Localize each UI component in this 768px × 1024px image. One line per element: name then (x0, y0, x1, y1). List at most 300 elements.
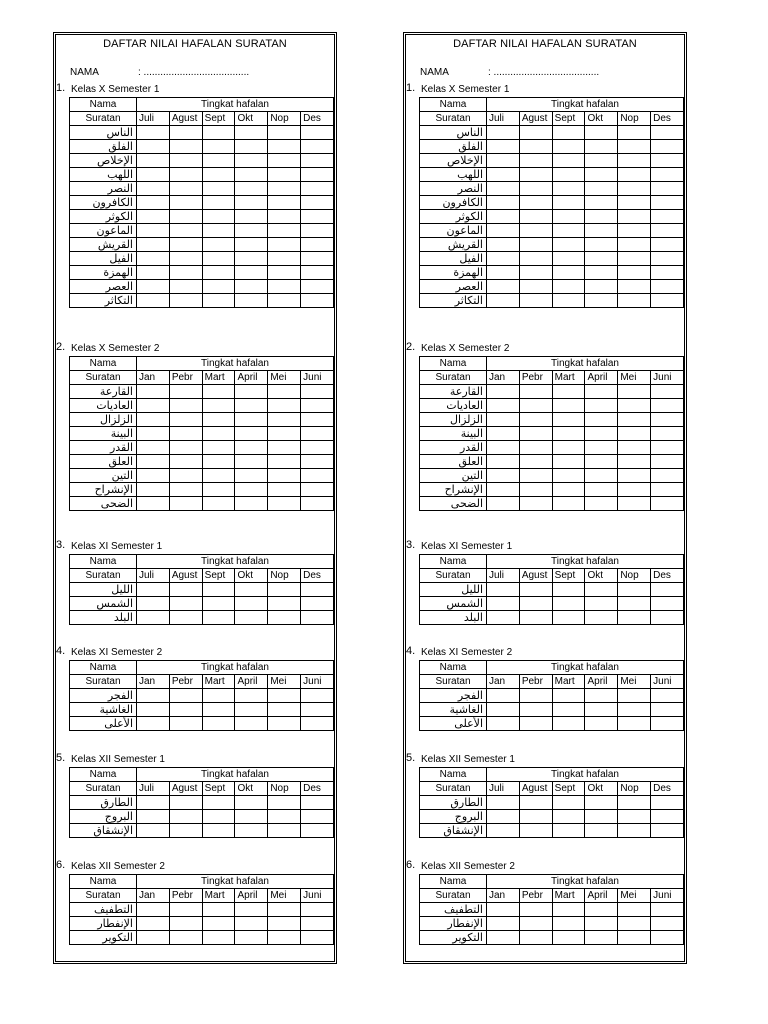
score-cell[interactable] (169, 294, 202, 308)
score-cell[interactable] (651, 126, 684, 140)
score-cell[interactable] (585, 413, 618, 427)
score-cell[interactable] (235, 168, 268, 182)
score-cell[interactable] (519, 294, 552, 308)
score-cell[interactable] (487, 196, 520, 210)
score-cell[interactable] (552, 483, 585, 497)
score-cell[interactable] (235, 455, 268, 469)
score-cell[interactable] (618, 717, 651, 731)
score-cell[interactable] (268, 182, 301, 196)
score-cell[interactable] (137, 238, 170, 252)
score-cell[interactable] (137, 140, 170, 154)
score-cell[interactable] (169, 168, 202, 182)
score-cell[interactable] (169, 210, 202, 224)
score-cell[interactable] (651, 824, 684, 838)
score-cell[interactable] (487, 597, 520, 611)
score-cell[interactable] (519, 689, 552, 703)
score-cell[interactable] (235, 385, 268, 399)
score-cell[interactable] (202, 294, 235, 308)
score-cell[interactable] (585, 497, 618, 511)
score-cell[interactable] (235, 126, 268, 140)
score-cell[interactable] (585, 224, 618, 238)
score-cell[interactable] (202, 483, 235, 497)
score-cell[interactable] (552, 611, 585, 625)
score-cell[interactable] (487, 427, 520, 441)
score-cell[interactable] (487, 796, 520, 810)
score-cell[interactable] (268, 917, 301, 931)
score-cell[interactable] (585, 280, 618, 294)
score-cell[interactable] (487, 294, 520, 308)
score-cell[interactable] (487, 140, 520, 154)
score-cell[interactable] (268, 210, 301, 224)
score-cell[interactable] (552, 238, 585, 252)
score-cell[interactable] (202, 126, 235, 140)
score-cell[interactable] (585, 824, 618, 838)
score-cell[interactable] (137, 427, 170, 441)
score-cell[interactable] (235, 483, 268, 497)
score-cell[interactable] (487, 126, 520, 140)
score-cell[interactable] (519, 413, 552, 427)
score-cell[interactable] (552, 294, 585, 308)
score-cell[interactable] (301, 597, 334, 611)
score-cell[interactable] (301, 210, 334, 224)
score-cell[interactable] (585, 385, 618, 399)
score-cell[interactable] (235, 497, 268, 511)
score-cell[interactable] (519, 385, 552, 399)
score-cell[interactable] (202, 717, 235, 731)
score-cell[interactable] (585, 455, 618, 469)
score-cell[interactable] (585, 210, 618, 224)
score-cell[interactable] (651, 140, 684, 154)
score-cell[interactable] (552, 703, 585, 717)
score-cell[interactable] (202, 252, 235, 266)
score-cell[interactable] (651, 611, 684, 625)
score-cell[interactable] (137, 168, 170, 182)
score-cell[interactable] (169, 796, 202, 810)
score-cell[interactable] (268, 497, 301, 511)
score-cell[interactable] (202, 497, 235, 511)
score-cell[interactable] (169, 810, 202, 824)
score-cell[interactable] (651, 441, 684, 455)
score-cell[interactable] (585, 611, 618, 625)
score-cell[interactable] (552, 168, 585, 182)
score-cell[interactable] (487, 266, 520, 280)
score-cell[interactable] (651, 931, 684, 945)
score-cell[interactable] (137, 441, 170, 455)
score-cell[interactable] (651, 427, 684, 441)
score-cell[interactable] (202, 168, 235, 182)
score-cell[interactable] (618, 824, 651, 838)
score-cell[interactable] (301, 689, 334, 703)
score-cell[interactable] (487, 210, 520, 224)
score-cell[interactable] (585, 483, 618, 497)
score-cell[interactable] (552, 824, 585, 838)
score-cell[interactable] (618, 810, 651, 824)
score-cell[interactable] (235, 469, 268, 483)
score-cell[interactable] (202, 469, 235, 483)
score-cell[interactable] (301, 441, 334, 455)
score-cell[interactable] (202, 238, 235, 252)
score-cell[interactable] (552, 917, 585, 931)
score-cell[interactable] (552, 583, 585, 597)
score-cell[interactable] (169, 469, 202, 483)
score-cell[interactable] (519, 931, 552, 945)
score-cell[interactable] (202, 182, 235, 196)
score-cell[interactable] (585, 266, 618, 280)
score-cell[interactable] (487, 611, 520, 625)
score-cell[interactable] (202, 140, 235, 154)
score-cell[interactable] (137, 903, 170, 917)
score-cell[interactable] (301, 917, 334, 931)
score-cell[interactable] (487, 224, 520, 238)
score-cell[interactable] (235, 917, 268, 931)
score-cell[interactable] (169, 583, 202, 597)
score-cell[interactable] (202, 280, 235, 294)
score-cell[interactable] (552, 796, 585, 810)
score-cell[interactable] (585, 903, 618, 917)
score-cell[interactable] (585, 703, 618, 717)
score-cell[interactable] (552, 931, 585, 945)
score-cell[interactable] (169, 280, 202, 294)
score-cell[interactable] (651, 497, 684, 511)
score-cell[interactable] (235, 280, 268, 294)
score-cell[interactable] (552, 441, 585, 455)
score-cell[interactable] (585, 796, 618, 810)
score-cell[interactable] (268, 168, 301, 182)
score-cell[interactable] (137, 126, 170, 140)
score-cell[interactable] (268, 469, 301, 483)
score-cell[interactable] (235, 224, 268, 238)
score-cell[interactable] (618, 280, 651, 294)
score-cell[interactable] (487, 399, 520, 413)
score-cell[interactable] (651, 385, 684, 399)
score-cell[interactable] (301, 294, 334, 308)
score-cell[interactable] (552, 399, 585, 413)
score-cell[interactable] (618, 399, 651, 413)
score-cell[interactable] (202, 427, 235, 441)
score-cell[interactable] (519, 252, 552, 266)
score-cell[interactable] (618, 168, 651, 182)
score-cell[interactable] (301, 903, 334, 917)
score-cell[interactable] (519, 427, 552, 441)
score-cell[interactable] (169, 483, 202, 497)
score-cell[interactable] (552, 903, 585, 917)
score-cell[interactable] (137, 689, 170, 703)
score-cell[interactable] (519, 810, 552, 824)
score-cell[interactable] (519, 917, 552, 931)
score-cell[interactable] (487, 252, 520, 266)
score-cell[interactable] (268, 597, 301, 611)
score-cell[interactable] (552, 427, 585, 441)
score-cell[interactable] (618, 597, 651, 611)
score-cell[interactable] (301, 717, 334, 731)
score-cell[interactable] (169, 611, 202, 625)
score-cell[interactable] (202, 441, 235, 455)
score-cell[interactable] (268, 154, 301, 168)
score-cell[interactable] (519, 703, 552, 717)
score-cell[interactable] (487, 917, 520, 931)
score-cell[interactable] (235, 196, 268, 210)
score-cell[interactable] (519, 824, 552, 838)
score-cell[interactable] (301, 140, 334, 154)
score-cell[interactable] (235, 182, 268, 196)
score-cell[interactable] (618, 294, 651, 308)
score-cell[interactable] (137, 266, 170, 280)
score-cell[interactable] (552, 252, 585, 266)
score-cell[interactable] (235, 140, 268, 154)
score-cell[interactable] (618, 497, 651, 511)
score-cell[interactable] (585, 717, 618, 731)
score-cell[interactable] (202, 931, 235, 945)
score-cell[interactable] (487, 280, 520, 294)
score-cell[interactable] (552, 126, 585, 140)
score-cell[interactable] (202, 703, 235, 717)
score-cell[interactable] (235, 427, 268, 441)
score-cell[interactable] (552, 224, 585, 238)
score-cell[interactable] (268, 266, 301, 280)
score-cell[interactable] (552, 597, 585, 611)
score-cell[interactable] (552, 689, 585, 703)
score-cell[interactable] (268, 483, 301, 497)
score-cell[interactable] (552, 140, 585, 154)
score-cell[interactable] (552, 810, 585, 824)
score-cell[interactable] (585, 441, 618, 455)
score-cell[interactable] (202, 385, 235, 399)
score-cell[interactable] (487, 238, 520, 252)
score-cell[interactable] (169, 126, 202, 140)
score-cell[interactable] (487, 455, 520, 469)
score-cell[interactable] (202, 224, 235, 238)
score-cell[interactable] (651, 483, 684, 497)
score-cell[interactable] (519, 140, 552, 154)
score-cell[interactable] (169, 497, 202, 511)
score-cell[interactable] (618, 703, 651, 717)
score-cell[interactable] (268, 583, 301, 597)
score-cell[interactable] (268, 399, 301, 413)
score-cell[interactable] (268, 717, 301, 731)
score-cell[interactable] (487, 703, 520, 717)
score-cell[interactable] (137, 469, 170, 483)
score-cell[interactable] (585, 597, 618, 611)
score-cell[interactable] (137, 931, 170, 945)
score-cell[interactable] (202, 583, 235, 597)
score-cell[interactable] (519, 497, 552, 511)
score-cell[interactable] (618, 140, 651, 154)
score-cell[interactable] (202, 597, 235, 611)
score-cell[interactable] (202, 399, 235, 413)
score-cell[interactable] (169, 196, 202, 210)
score-cell[interactable] (235, 413, 268, 427)
score-cell[interactable] (651, 266, 684, 280)
score-cell[interactable] (552, 385, 585, 399)
score-cell[interactable] (487, 154, 520, 168)
score-cell[interactable] (585, 810, 618, 824)
score-cell[interactable] (169, 140, 202, 154)
score-cell[interactable] (169, 252, 202, 266)
score-cell[interactable] (552, 497, 585, 511)
score-cell[interactable] (169, 931, 202, 945)
score-cell[interactable] (552, 196, 585, 210)
score-cell[interactable] (487, 413, 520, 427)
score-cell[interactable] (235, 824, 268, 838)
score-cell[interactable] (487, 385, 520, 399)
score-cell[interactable] (235, 399, 268, 413)
score-cell[interactable] (519, 796, 552, 810)
score-cell[interactable] (301, 497, 334, 511)
score-cell[interactable] (519, 280, 552, 294)
score-cell[interactable] (585, 196, 618, 210)
nama-field[interactable]: : ...................................... (488, 67, 600, 78)
score-cell[interactable] (487, 689, 520, 703)
score-cell[interactable] (169, 703, 202, 717)
score-cell[interactable] (169, 455, 202, 469)
score-cell[interactable] (618, 196, 651, 210)
score-cell[interactable] (169, 182, 202, 196)
score-cell[interactable] (519, 182, 552, 196)
score-cell[interactable] (235, 810, 268, 824)
score-cell[interactable] (268, 931, 301, 945)
score-cell[interactable] (169, 385, 202, 399)
score-cell[interactable] (202, 413, 235, 427)
score-cell[interactable] (235, 294, 268, 308)
score-cell[interactable] (169, 717, 202, 731)
score-cell[interactable] (235, 210, 268, 224)
score-cell[interactable] (585, 238, 618, 252)
score-cell[interactable] (169, 399, 202, 413)
score-cell[interactable] (618, 796, 651, 810)
score-cell[interactable] (137, 483, 170, 497)
score-cell[interactable] (651, 238, 684, 252)
score-cell[interactable] (235, 583, 268, 597)
score-cell[interactable] (137, 796, 170, 810)
score-cell[interactable] (519, 168, 552, 182)
score-cell[interactable] (585, 917, 618, 931)
score-cell[interactable] (268, 385, 301, 399)
score-cell[interactable] (235, 441, 268, 455)
score-cell[interactable] (519, 126, 552, 140)
score-cell[interactable] (519, 154, 552, 168)
score-cell[interactable] (169, 597, 202, 611)
score-cell[interactable] (651, 182, 684, 196)
score-cell[interactable] (169, 266, 202, 280)
score-cell[interactable] (552, 455, 585, 469)
score-cell[interactable] (268, 824, 301, 838)
score-cell[interactable] (618, 385, 651, 399)
score-cell[interactable] (137, 224, 170, 238)
score-cell[interactable] (137, 497, 170, 511)
score-cell[interactable] (137, 196, 170, 210)
score-cell[interactable] (301, 266, 334, 280)
score-cell[interactable] (235, 154, 268, 168)
score-cell[interactable] (618, 689, 651, 703)
score-cell[interactable] (137, 917, 170, 931)
score-cell[interactable] (301, 154, 334, 168)
score-cell[interactable] (651, 903, 684, 917)
score-cell[interactable] (235, 597, 268, 611)
score-cell[interactable] (137, 385, 170, 399)
score-cell[interactable] (137, 294, 170, 308)
score-cell[interactable] (301, 168, 334, 182)
score-cell[interactable] (519, 399, 552, 413)
score-cell[interactable] (585, 140, 618, 154)
score-cell[interactable] (651, 689, 684, 703)
score-cell[interactable] (651, 413, 684, 427)
score-cell[interactable] (618, 182, 651, 196)
score-cell[interactable] (301, 238, 334, 252)
score-cell[interactable] (268, 280, 301, 294)
score-cell[interactable] (202, 796, 235, 810)
score-cell[interactable] (487, 583, 520, 597)
score-cell[interactable] (137, 399, 170, 413)
score-cell[interactable] (137, 182, 170, 196)
score-cell[interactable] (552, 266, 585, 280)
score-cell[interactable] (552, 210, 585, 224)
score-cell[interactable] (487, 497, 520, 511)
score-cell[interactable] (235, 931, 268, 945)
score-cell[interactable] (585, 931, 618, 945)
score-cell[interactable] (618, 413, 651, 427)
score-cell[interactable] (618, 469, 651, 483)
score-cell[interactable] (301, 196, 334, 210)
score-cell[interactable] (268, 810, 301, 824)
score-cell[interactable] (268, 126, 301, 140)
score-cell[interactable] (585, 168, 618, 182)
score-cell[interactable] (585, 583, 618, 597)
score-cell[interactable] (519, 717, 552, 731)
score-cell[interactable] (651, 210, 684, 224)
score-cell[interactable] (487, 168, 520, 182)
score-cell[interactable] (487, 469, 520, 483)
score-cell[interactable] (235, 903, 268, 917)
score-cell[interactable] (301, 399, 334, 413)
score-cell[interactable] (618, 252, 651, 266)
score-cell[interactable] (169, 824, 202, 838)
score-cell[interactable] (651, 810, 684, 824)
score-cell[interactable] (585, 182, 618, 196)
score-cell[interactable] (552, 413, 585, 427)
score-cell[interactable] (169, 917, 202, 931)
score-cell[interactable] (552, 280, 585, 294)
score-cell[interactable] (268, 455, 301, 469)
score-cell[interactable] (618, 266, 651, 280)
score-cell[interactable] (301, 455, 334, 469)
score-cell[interactable] (651, 455, 684, 469)
score-cell[interactable] (618, 238, 651, 252)
score-cell[interactable] (618, 903, 651, 917)
score-cell[interactable] (585, 689, 618, 703)
score-cell[interactable] (301, 796, 334, 810)
score-cell[interactable] (268, 903, 301, 917)
score-cell[interactable] (552, 182, 585, 196)
score-cell[interactable] (651, 168, 684, 182)
score-cell[interactable] (301, 931, 334, 945)
score-cell[interactable] (301, 126, 334, 140)
score-cell[interactable] (268, 140, 301, 154)
score-cell[interactable] (519, 441, 552, 455)
score-cell[interactable] (169, 154, 202, 168)
score-cell[interactable] (137, 154, 170, 168)
score-cell[interactable] (519, 238, 552, 252)
score-cell[interactable] (301, 413, 334, 427)
score-cell[interactable] (235, 703, 268, 717)
score-cell[interactable] (618, 154, 651, 168)
score-cell[interactable] (651, 280, 684, 294)
score-cell[interactable] (137, 455, 170, 469)
score-cell[interactable] (301, 583, 334, 597)
score-cell[interactable] (301, 224, 334, 238)
score-cell[interactable] (301, 427, 334, 441)
score-cell[interactable] (301, 483, 334, 497)
score-cell[interactable] (301, 280, 334, 294)
